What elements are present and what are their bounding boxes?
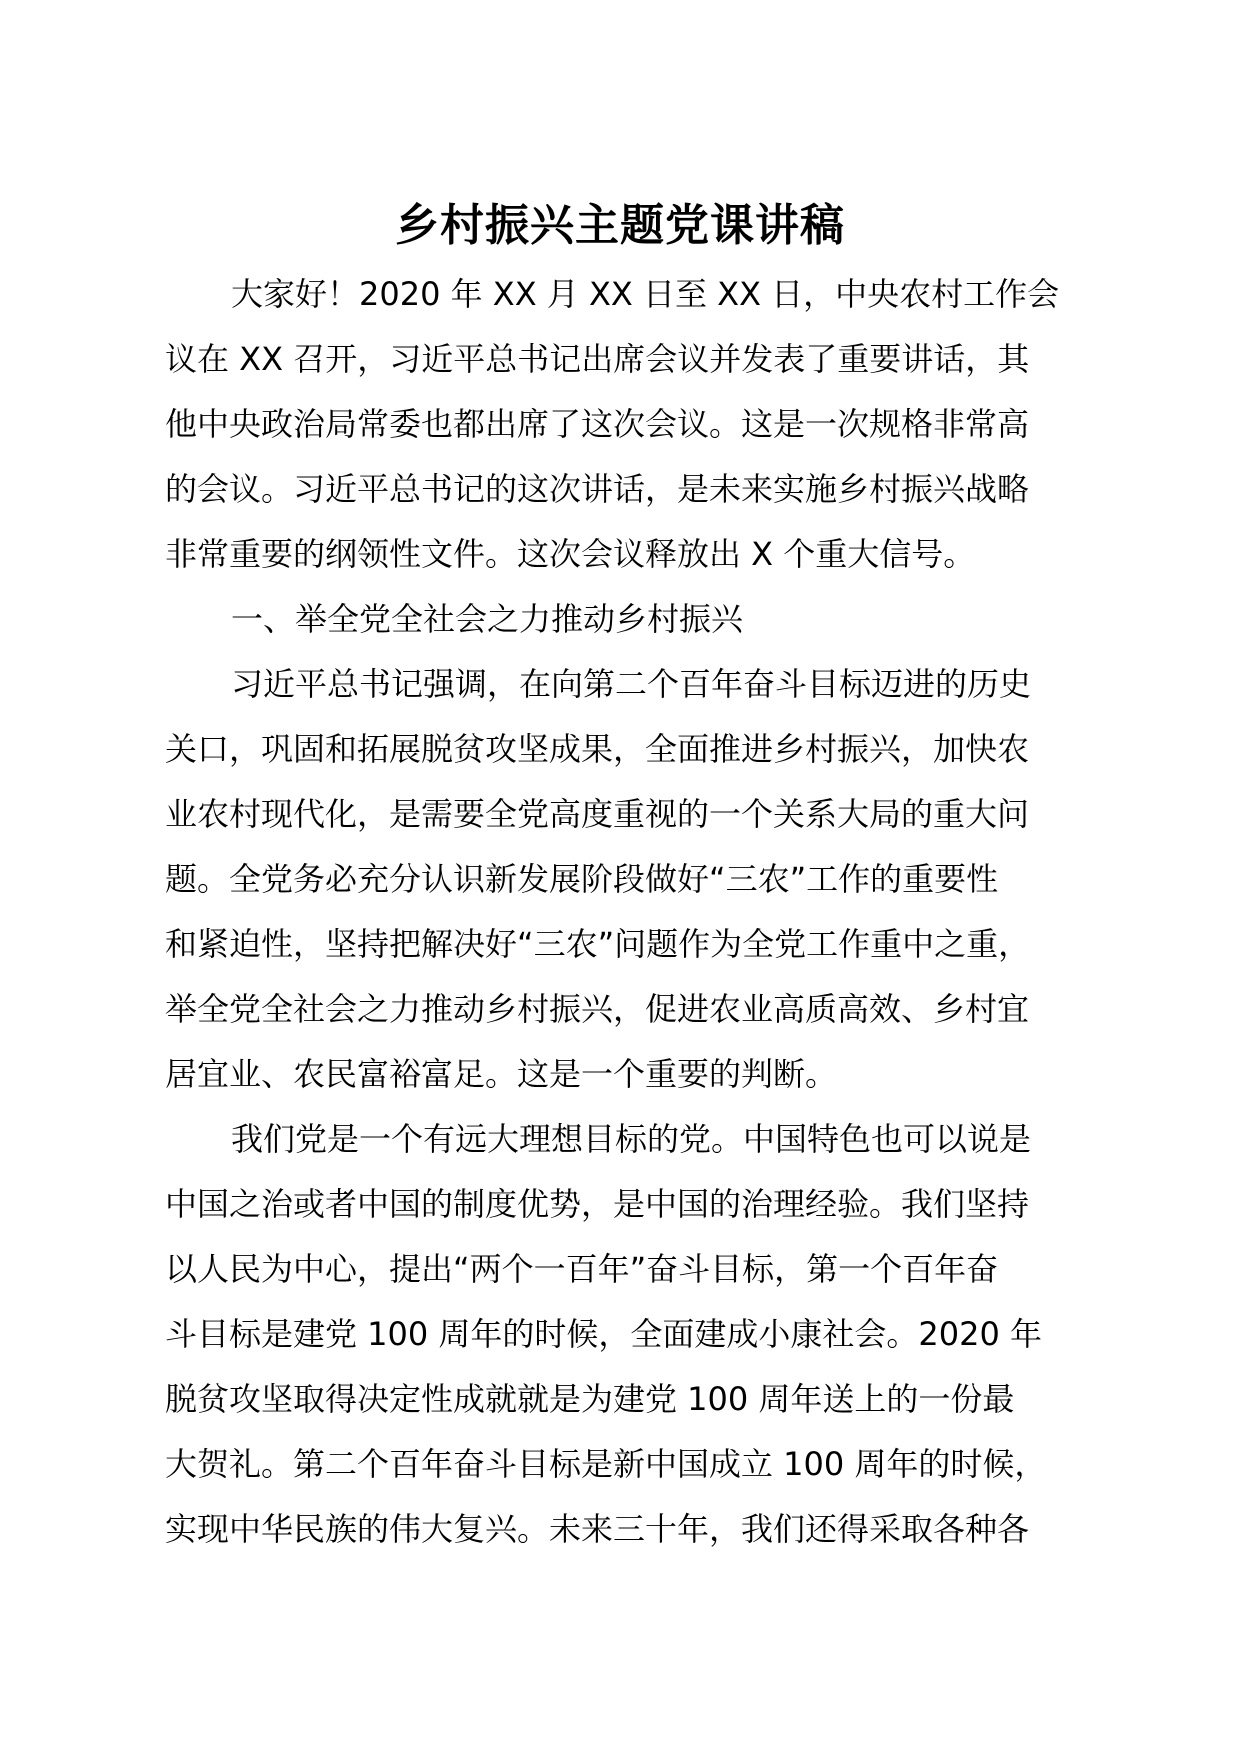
paragraph-line: 中国之治或者中国的制度优势，是中国的治理经验。我们坚持 bbox=[165, 1185, 1030, 1223]
section-heading: 一、举全党全社会之力推动乡村振兴 bbox=[231, 600, 744, 638]
paragraph-line: 大贺礼。第二个百年奋斗目标是新中国成立 100 周年的时候， bbox=[165, 1445, 1047, 1483]
paragraph-line: 大家好！2020 年 XX 月 XX 日至 XX 日，中央农村工作会 bbox=[231, 275, 1060, 313]
paragraph-line: 他中央政治局常委也都出席了这次会议。这是一次规格非常高 bbox=[165, 405, 1030, 443]
paragraph-line: 习近平总书记强调，在向第二个百年奋斗目标迈进的历史 bbox=[231, 665, 1032, 703]
paragraph-line: 业农村现代化，是需要全党高度重视的一个关系大局的重大问 bbox=[165, 795, 1030, 833]
paragraph-line: 非常重要的纲领性文件。这次会议释放出 X 个重大信号。 bbox=[165, 535, 976, 573]
paragraph-line: 脱贫攻坚取得决定性成就就是为建党 100 周年送上的一份最 bbox=[165, 1380, 1015, 1418]
paragraph-line: 居宜业、农民富裕富足。这是一个重要的判断。 bbox=[165, 1055, 838, 1093]
paragraph-line: 实现中华民族的伟大复兴。未来三十年，我们还得采取各种各 bbox=[165, 1510, 1030, 1548]
paragraph-line: 以人民为中心，提出“两个一百年”奋斗目标，第一个百年奋 bbox=[165, 1250, 999, 1288]
document-body bbox=[165, 262, 1085, 1562]
paragraph-line: 和紧迫性，坚持把解决好“三农”问题作为全党工作重中之重， bbox=[165, 925, 1031, 963]
paragraph-line: 举全党全社会之力推动乡村振兴，促进农业高质高效、乡村宜 bbox=[165, 990, 1030, 1028]
paragraph-line: 斗目标是建党 100 周年的时候，全面建成小康社会。2020 年 bbox=[165, 1315, 1043, 1353]
paragraph-line: 关口，巩固和拓展脱贫攻坚成果，全面推进乡村振兴，加快农 bbox=[165, 730, 1030, 768]
paragraph-line: 议在 XX 召开，习近平总书记出席会议并发表了重要讲话，其 bbox=[165, 340, 1030, 378]
paragraph-line: 我们党是一个有远大理想目标的党。中国特色也可以说是 bbox=[231, 1120, 1032, 1158]
paragraph-line: 的会议。习近平总书记的这次讲话，是未来实施乡村振兴战略 bbox=[165, 470, 1030, 508]
document-title: 乡村振兴主题党课讲稿 bbox=[395, 200, 845, 251]
paragraph-line: 题。全党务必充分认识新发展阶段做好“三农”工作的重要性 bbox=[165, 860, 999, 898]
